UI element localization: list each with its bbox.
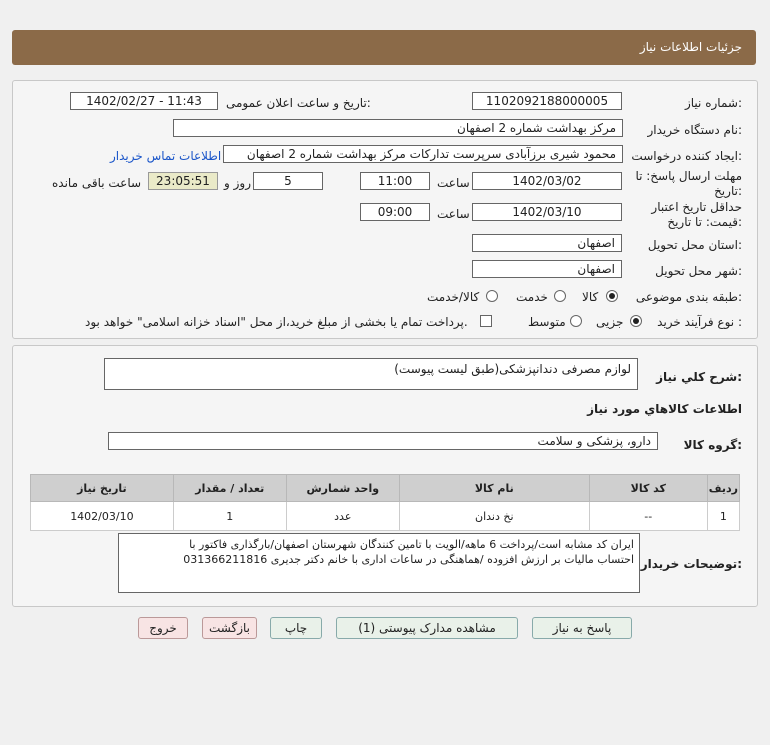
print-button[interactable]: چاپ bbox=[270, 617, 322, 639]
remaining-time-label: ساعت باقی مانده bbox=[52, 176, 142, 190]
reply-button[interactable]: پاسخ به نیاز bbox=[532, 617, 632, 639]
col-code-header: کد کالا bbox=[589, 475, 707, 502]
category-option-goods-service: کالا/خدمت bbox=[427, 290, 480, 304]
cell-name: نخ دندان bbox=[399, 502, 589, 531]
province-label: استان محل تحویل: bbox=[647, 238, 742, 252]
view-attachments-button[interactable]: مشاهده مدارک پیوستی (1) bbox=[336, 617, 518, 639]
buyer-notes-field bbox=[118, 533, 640, 593]
table-header-row bbox=[31, 475, 740, 502]
city-label: شهر محل تحویل: bbox=[655, 264, 742, 278]
category-option-goods: کالا bbox=[582, 290, 599, 304]
process-option-medium: متوسط bbox=[528, 315, 566, 329]
buyer-notes-line-2: احتساب مالیات بر ارزش افزوده /هماهنگی در ساعات اداری با خانم دکتر جدیری 031366211816 bbox=[183, 553, 634, 566]
process-option-minor: جزیی bbox=[596, 315, 624, 329]
deadline-time-field: 11:00 bbox=[360, 172, 430, 190]
days-field: 5 bbox=[253, 172, 323, 190]
announce-date-label: تاریخ و ساعت اعلان عمومی: bbox=[226, 96, 371, 110]
validity-date-field: 1402/03/10 bbox=[472, 203, 622, 221]
deadline-time-label: ساعت bbox=[437, 176, 470, 190]
announce-date-field: 1402/02/27 - 11:43 bbox=[70, 92, 218, 110]
validity-label-date: قیمت: تا تاریخ: bbox=[667, 215, 742, 229]
items-table bbox=[30, 474, 740, 531]
buyer-notes-label: توضیحات خریدار: bbox=[640, 557, 742, 571]
page-header bbox=[12, 30, 756, 65]
cell-quantity: 1 bbox=[173, 502, 286, 531]
validity-time-label: ساعت bbox=[437, 207, 470, 221]
col-name-header: نام کالا bbox=[399, 475, 589, 502]
category-option-service: خدمت bbox=[516, 290, 548, 304]
deadline-label-date: تاریخ: bbox=[714, 184, 742, 198]
deadline-date-field: 1402/03/02 bbox=[472, 172, 622, 190]
process-radio-medium[interactable] bbox=[570, 315, 582, 327]
creator-field: محمود شیری برزآبادی سرپرست تدارکات مرکز بهداشت شماره 2 اصفهان bbox=[223, 145, 623, 163]
creator-label: ایجاد کننده درخواست: bbox=[631, 149, 742, 163]
treasury-payment-checkbox[interactable] bbox=[480, 315, 492, 327]
category-label: طبقه بندی موضوعی: bbox=[635, 290, 742, 304]
category-radio-goods[interactable] bbox=[606, 290, 618, 302]
city-field: اصفهان bbox=[472, 260, 622, 278]
exit-button[interactable]: خروج bbox=[138, 617, 188, 639]
contact-info-link[interactable]: اطلاعات تماس خریدار bbox=[110, 149, 222, 163]
treasury-payment-note: پرداخت تمام یا بخشی از مبلغ خرید،از محل "اسناد خزانه اسلامی" خواهد بود. bbox=[85, 315, 468, 329]
back-button[interactable]: بازگشت bbox=[202, 617, 257, 639]
need-number-label: شماره نیاز: bbox=[684, 96, 742, 110]
validity-label: حداقل تاریخ اعتبار bbox=[651, 200, 742, 214]
goods-group-field: دارو، پزشکی و سلامت bbox=[108, 432, 658, 450]
col-date-header: تاریخ نیاز bbox=[31, 475, 174, 502]
days-label: روز و bbox=[224, 176, 251, 190]
col-unit-header: واحد شمارش bbox=[286, 475, 399, 502]
goods-section-title: اطلاعات کالاهاي مورد نياز bbox=[587, 402, 742, 416]
col-quantity-header: تعداد / مقدار bbox=[173, 475, 286, 502]
description-label: شرح کلي نياز: bbox=[656, 370, 742, 384]
deadline-label: مهلت ارسال پاسخ: تا bbox=[635, 169, 742, 183]
category-radio-goods-service[interactable] bbox=[486, 290, 498, 302]
col-row-header: ردیف bbox=[707, 475, 739, 502]
cell-row: 1 bbox=[707, 502, 739, 531]
buyer-name-label: نام دستگاه خریدار: bbox=[647, 123, 742, 137]
page-title: جزئیات اطلاعات نیاز bbox=[639, 40, 742, 54]
table-row bbox=[31, 502, 740, 531]
cell-date: 1402/03/10 bbox=[31, 502, 174, 531]
buyer-notes-line-1: ایران کد مشابه است/پرداخت 6 ماهه/الویت با تامین کنندگان شهرستان اصفهان/بارگذاری فاکتور با bbox=[189, 538, 634, 551]
goods-group-label: گروه کالا: bbox=[683, 438, 742, 452]
process-radio-minor[interactable] bbox=[630, 315, 642, 327]
cell-code: -- bbox=[589, 502, 707, 531]
category-radio-service[interactable] bbox=[554, 290, 566, 302]
buyer-name-field: مرکز بهداشت شماره 2 اصفهان bbox=[173, 119, 623, 137]
province-field: اصفهان bbox=[472, 234, 622, 252]
remaining-time-field: 23:05:51 bbox=[148, 172, 218, 190]
need-number-field: 1102092188000005 bbox=[472, 92, 622, 110]
validity-time-field: 09:00 bbox=[360, 203, 430, 221]
description-field: لوازم مصرفی دندانپزشکی(طبق لیست پیوست) bbox=[104, 358, 638, 390]
cell-unit: عدد bbox=[286, 502, 399, 531]
process-type-label: نوع فرآیند خرید : bbox=[657, 315, 742, 329]
